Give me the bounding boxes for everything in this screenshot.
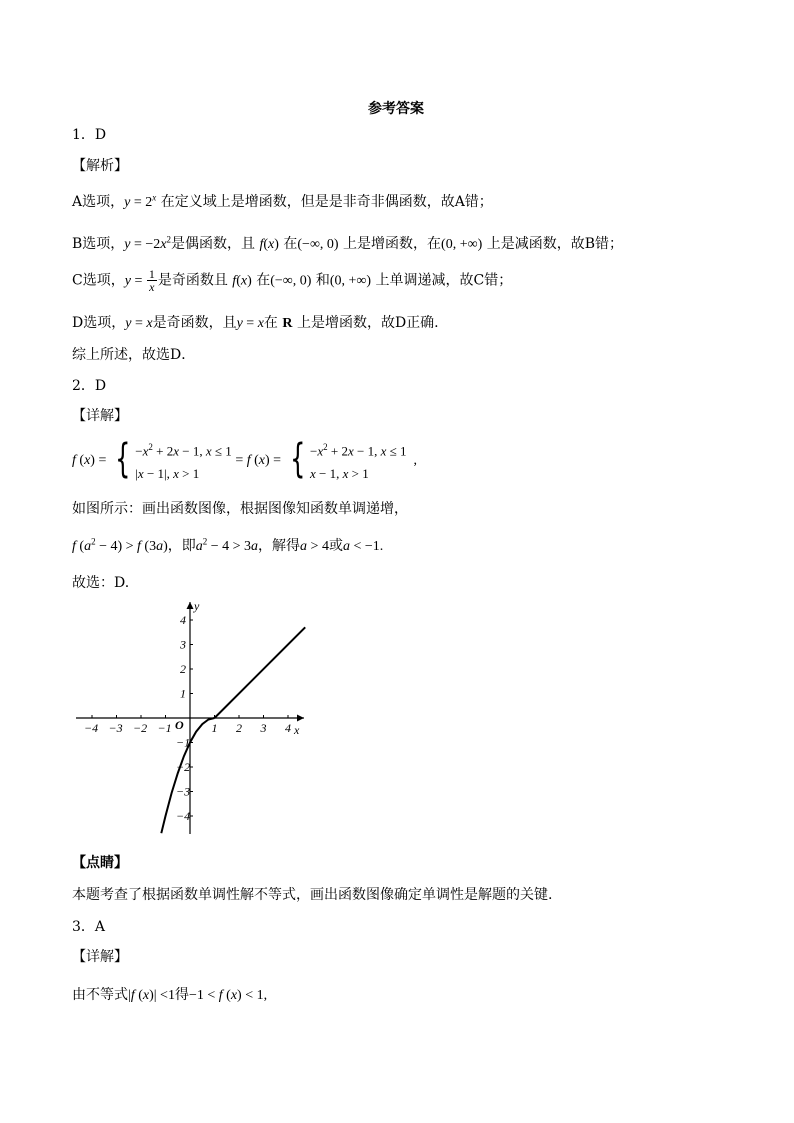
x-tick-label: 3 [260, 721, 267, 735]
x-tick-label: 2 [236, 721, 242, 735]
y-tick-label: −1 [176, 735, 191, 750]
x-tick-label: −1 [157, 721, 172, 735]
page-title: 参考答案 [368, 101, 424, 117]
x-tick-label: 4 [285, 721, 291, 735]
origin-label: O [175, 718, 184, 732]
q1-line-d: D选项，y = x是奇函数，且y = x在 R 上是增函数，故D正确. [72, 315, 439, 331]
q2-comment: 本题考查了根据函数单调性解不等式，画出函数图像确定单调性是解题的关键. [72, 887, 553, 903]
q2-choice: 故选：D. [72, 575, 130, 591]
y-tick-label: −3 [176, 784, 191, 799]
y-tick-label: 2 [180, 662, 186, 676]
q1-line-a: A选项，$y = 2^x$ 在定义域上是增函数，但是是非奇非偶函数，故A错； [72, 192, 493, 210]
function-graph [72, 598, 312, 838]
q3-answer: 3．A [72, 919, 106, 935]
q3-inequality: 由不等式|f (x)| <1得−1 < f (x) < 1, [72, 987, 268, 1003]
x-axis-label: x [294, 723, 300, 737]
x-tick-label: 1 [211, 721, 218, 735]
y-tick-label: −2 [176, 760, 191, 774]
q2-answer: 2．D [72, 378, 107, 394]
q2-piecewise-formula: f ( x ) = { $-x^2 + 2x - 1$, x ≤ 1 |x − 1|, x > 1 = f ( x ) = { $-x^2 + 2x - 1$, x ≤ 1 x − 1, x > 1 , [72, 436, 418, 483]
x-tick-label: −2 [133, 721, 148, 735]
q3-detail-label: 【详解】 [72, 949, 128, 965]
q1-summary: 综上所述，故选D． [72, 347, 196, 363]
x-tick-label: −4 [84, 721, 99, 735]
y-tick-label: 3 [180, 637, 186, 652]
q2-detail-label: 【详解】 [72, 408, 128, 424]
q1-line-b: B选项，$y = -2x^2$是偶函数，且 f(x) 在(−∞, 0) 上是增函数，在(0, +∞) 上是减函数，故B错； [72, 234, 623, 252]
y-tick-label: 4 [180, 613, 186, 627]
q1-answer: 1．D [72, 127, 107, 143]
q2-inequality: f $(a^2 - 4) > f$ (3a)，即$a^2 - 4 > 3a$，解得a > 4或a < −1. [72, 536, 384, 554]
q1-line-c: C选项，y = $\frac{1}{x}$ 是奇函数且 f(x) 在(−∞, 0) 和(0, +∞) 上单调递减，故C错； [72, 267, 513, 294]
q2-comment-label: 【点睛】 [72, 855, 128, 871]
y-tick-label: −4 [176, 809, 191, 823]
q1-analysis-label: 【解析】 [72, 158, 128, 174]
y-tick-label: 1 [180, 686, 186, 701]
series-linear-branch [215, 627, 306, 718]
x-tick-label: −3 [108, 721, 123, 735]
y-axis-label: y [194, 599, 200, 613]
q2-graph-text: 如图所示：画出函数图像，根据图像知函数单调递增， [72, 501, 408, 517]
